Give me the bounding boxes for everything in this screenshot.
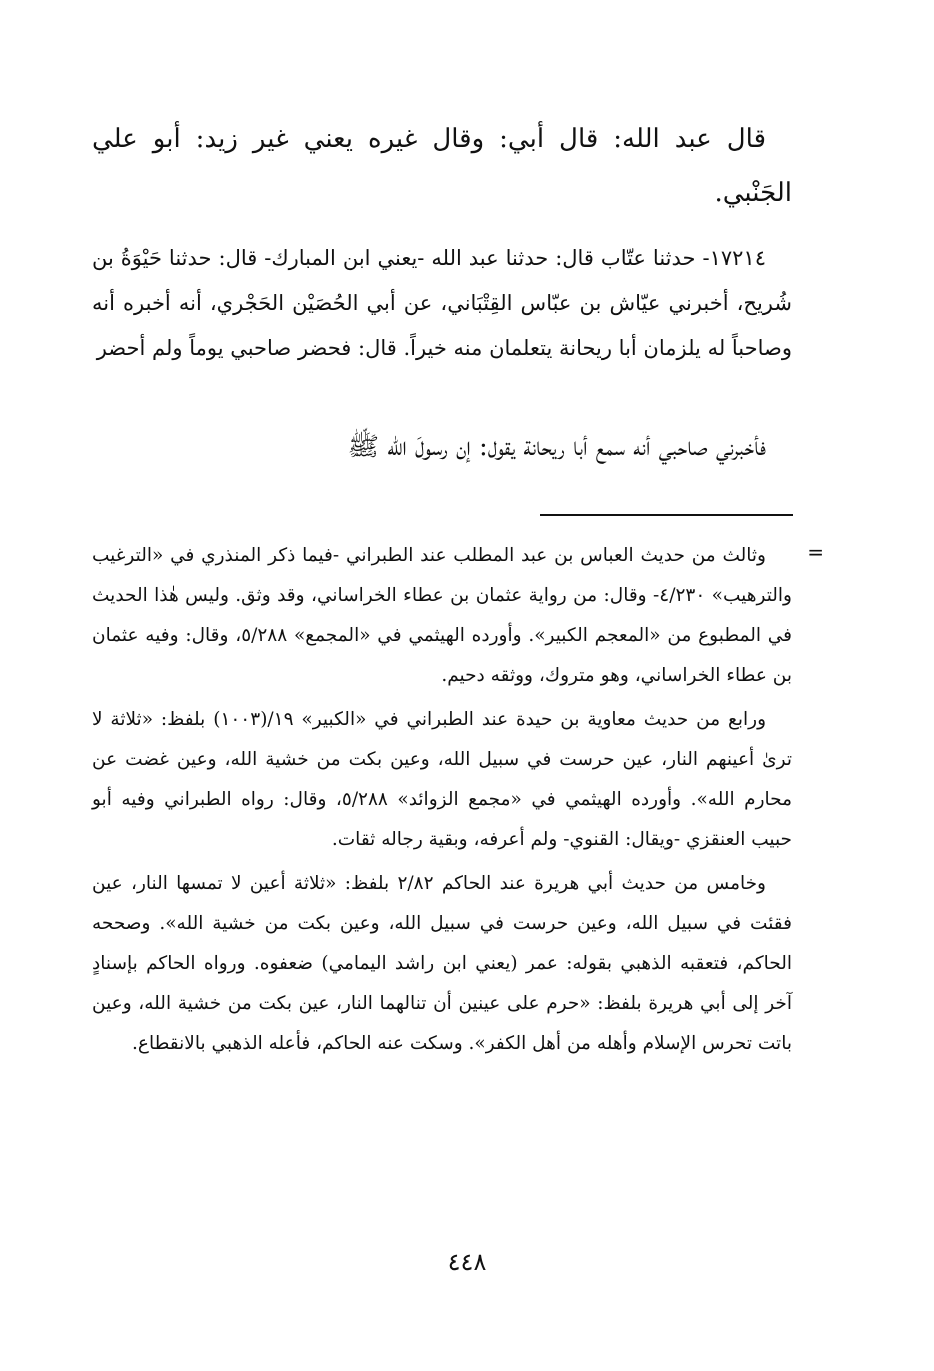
footnote-continuation-marker: = bbox=[807, 540, 824, 564]
hadith-text: ١٧٢١٤- حدثنا عتّاب قال: حدثنا عبد الله -يعني ابن المبارك- قال: حدثنا حَيْوَةُ بن شُريح، أخبرني عيّاش بن عبّاس القِتْبَاني، عن أبي الحُصَيْن الحَجْري، أنه أخبره أنه وصاحباً له يلزمان أبا ريحانة يتعلمان منه خيراً. قال: فحضر صاحبي يوماً ولم أحضر bbox=[92, 246, 792, 360]
hadith-continuation-text: فأخبرني صاحبي أنه سمع أبا ريحانة يقول: إن رسولَ الله ﷺ bbox=[347, 432, 766, 462]
footnote-paragraph: وخامس من حديث أبي هريرة عند الحاكم ٢/٨٢ بلفظ: «ثلاثة أعين لا تمسها النار، عين فقئت في سبيل الله، وعين حرست في سبيل الله، وعين بكت من خشية الله». وصححه الحاكم، فتعقبه الذهبي بقوله: عمر (يعني ابن راشد اليمامي) ضعفوه. ورواه الحاكم بإسنادٍ آخر إلى أبي هريرة بلفظ: «حرم على عينين أن تنالهما النار، عين بكت من خشية الله، وعين باتت تحرس الإسلام وأهله من أهل الكفر». وسكت عنه الحاكم، فأعله الذهبي بالانقطاع. bbox=[92, 873, 792, 1054]
footnote-paragraph: وثالث من حديث العباس بن عبد المطلب عند الطبراني -فيما ذكر المنذري في «الترغيب والترهيب» ٤/٢٣٠- وقال: من رواية عثمان بن عطاء الخراساني، وقد وثق. وليس هٰذا الحديث في المطبوع من «المعجم الكبير». وأورده الهيثمي في «المجمع» ٥/٢٨٨، وقال: وفيه عثمان بن عطاء الخراساني، وهو متروك، ووثقه دحيم. bbox=[92, 545, 792, 686]
intro-text: قال عبد الله: قال أبي: وقال غيره يعني غير زيد: أبو علي الجَنْبي. bbox=[92, 124, 792, 208]
footnote-separator bbox=[540, 514, 793, 516]
footnote-paragraph: ورابع من حديث معاوية بن حيدة عند الطبراني في «الكبير» ١٩/(١٠٠٣) بلفظ: «ثلاثة لا ترىٰ أعينهم النار، عين حرست في سبيل الله، وعين بكت من خشية الله، وعين غضت عن محارم الله». وأورده الهيثمي في «مجمع الزوائد» ٥/٢٨٨، وقال: رواه الطبراني وفيه أبو حبيب العنقزي -ويقال: القنوي- ولم أعرفه، وبقية رجاله ثقات. bbox=[92, 709, 792, 850]
hadith-continuation-paragraph bbox=[92, 420, 792, 474]
intro-paragraph bbox=[92, 112, 792, 220]
footnotes-section bbox=[92, 536, 792, 1068]
hadith-paragraph bbox=[92, 236, 792, 371]
page-number: ٤٤٨ bbox=[447, 1248, 487, 1276]
